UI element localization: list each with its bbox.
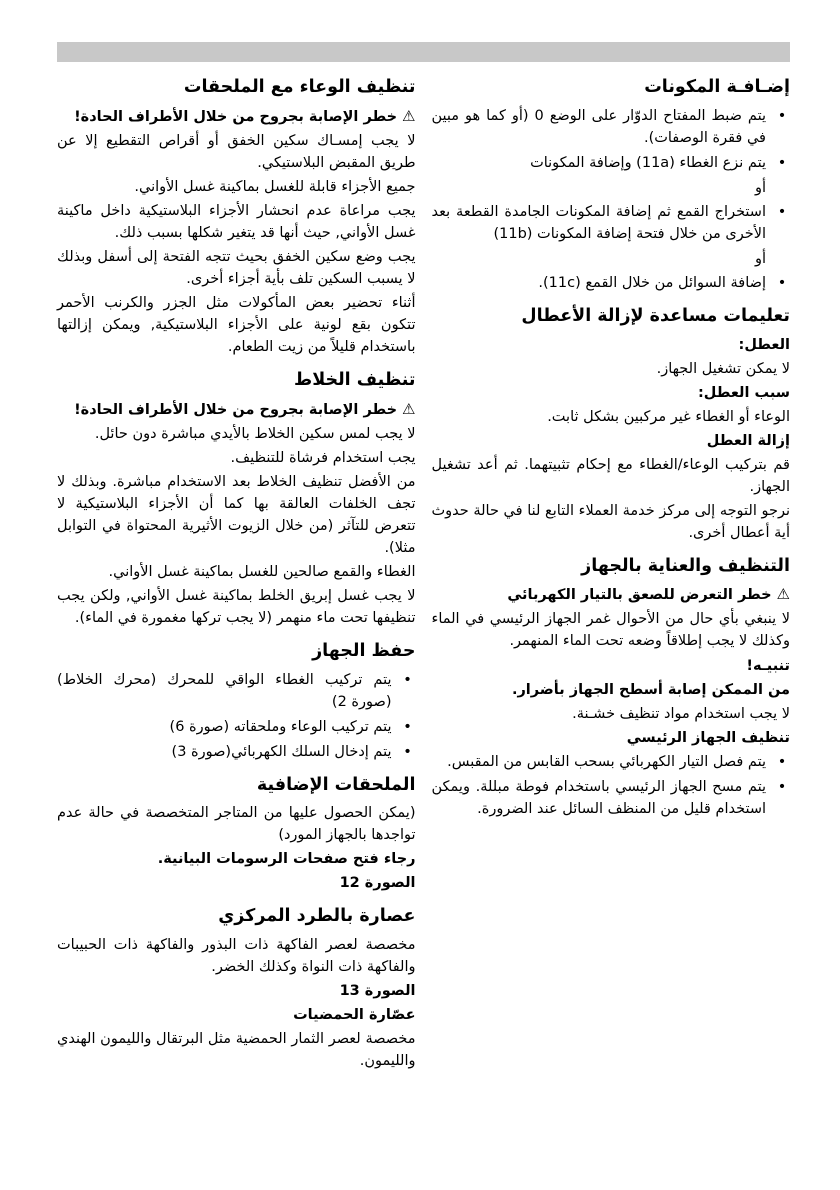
bullet-text: يتم إدخال السلك الكهربائي(صورة 3) [171, 743, 392, 760]
bold-line: الصورة 12 [339, 875, 416, 892]
bullet-text: يتم مسح الجهاز الرئيسي باستخدام فوطة مبللة. ويمكن استخدام قليل من المنظف السائل عند الضرورة. [431, 778, 766, 817]
bullet-item [57, 669, 416, 713]
bullet-icon: • [403, 743, 412, 760]
paragraph: قم بتركيب الوعاء/الغطاء مع إحكام تثبيتهما. ثم أعد تشغيل الجهاز. [431, 456, 790, 495]
paragraph: نرجو التوجه إلى مركز خدمة العملاء التابع لنا في حالة حدوث أية أعطال أخرى. [431, 502, 790, 541]
paragraph: لا ينبغي بأي حال من الأحوال غمر الجهاز الرئيسي في الماء وكذلك لا يجب إطلاقاً وضعه تحت الماء المنهمر. [431, 611, 790, 650]
bold-line: من الممكن إصابة أسطح الجهاز بأضرار. [511, 681, 790, 698]
bold-line: رجاء فتح صفحات الرسومات البيانية. [157, 851, 416, 868]
bullet-text: يتم تركيب الغطاء الواقي للمحرك (محرك الخلاط) (صورة 2) [57, 671, 392, 710]
paragraph: يجب مراعاة عدم انحشار الأجزاء البلاستيكية داخل ماكينة غسل الأواني, حيث أنها قد يتغير شكلها بسبب ذلك. [57, 202, 416, 241]
paragraph: أثناء تحضير بعض المأكولات مثل الجزر والكرنب الأحمر تتكون بقع لونية على الأجزاء البلاستيكية, ويمكن إزالتها باستخدام قليلاً من زيت الطعام. [57, 294, 416, 355]
warning-triangle-icon: ⚠ [402, 399, 416, 418]
bullet-icon: • [777, 203, 787, 220]
paragraph: لا يجب لمس سكين الخلاط بالأيدي مباشرة دون حائل. [94, 425, 416, 442]
or-connector: أو [754, 250, 766, 267]
bullet-text: يتم نزع الغطاء (11a) وإضافة المكونات [530, 154, 766, 171]
paragraph: يجب وضع سكين الخفق بحيث تتجه الفتحة إلى أسفل وبذلك لا يسبب السكين تلف بأية أجزاء أخرى. [57, 248, 416, 287]
section-heading: الملحقات الإضافية [256, 774, 416, 795]
bullet-item [432, 201, 791, 245]
bullet-item [57, 741, 416, 763]
bold-line: إزالة العطل [706, 432, 790, 449]
bold-line: عصّارة الحمضيات [293, 1007, 416, 1024]
bullet-text: يتم تركيب الوعاء وملحقاته (صورة 6) [169, 718, 392, 735]
warning-title [432, 583, 791, 606]
bullet-icon: • [403, 718, 412, 735]
section-heading: عصارة بالطرد المركزي [218, 906, 416, 927]
bullet-item [432, 105, 791, 149]
paragraph: جميع الأجزاء قابلة للغسل بماكينة غسل الأواني. [134, 178, 416, 195]
warning-text: خطر الإصابة بجروح من خلال الأطراف الحادة! [74, 401, 398, 418]
section-heading: حفظ الجهاز [312, 640, 416, 661]
bullet-item [432, 776, 791, 820]
section-heading: إضـافـة المكونات [644, 77, 790, 97]
bold-line: الصورة 13 [339, 983, 416, 1000]
paragraph: الغطاء والقمع صالحين للغسل بماكينة غسل الأواني. [108, 563, 416, 580]
warning-text: خطر الإصابة بجروح من خلال الأطراف الحادة! [74, 108, 398, 125]
bullet-icon: • [777, 107, 787, 124]
bullet-icon: • [777, 274, 787, 291]
header-bar [57, 42, 790, 62]
warning-text: خطر التعرض للصعق بالتيار الكهربائي [507, 587, 772, 604]
section-heading: تنظيف الوعاء مع الملحقات [183, 77, 416, 97]
warning-triangle-icon: ⚠ [776, 585, 790, 604]
section-heading: التنظيف والعناية بالجهاز [581, 555, 790, 576]
bullet-icon: • [777, 154, 787, 171]
paragraph: مخصصة لعصر الثمار الحمضية مثل البرتقال والليمون الهندي والليمون. [57, 1031, 416, 1070]
bullet-item [432, 152, 791, 174]
paragraph: مخصصة لعصر الفاكهة ذات البذور والفاكهة ذات الحبيبات والفاكهة ذات النواة وكذلك الخضر. [57, 937, 416, 976]
paragraph: لا يجب استخدام مواد تنظيف خشـنة. [572, 705, 790, 722]
bullet-text: يتم فصل التيار الكهربائي بسحب القابس من المقبس. [447, 753, 766, 770]
paragraph: من الأفضل تنظيف الخلاط بعد الاستخدام مباشرة. وبذلك لا تجف الخلفات العالقة بها كما أن الأجزاء البلاستيكية لا تتعرض للتآثر (من خلال الزيوت الأثيرية المحتواة في التوابل مثلا). [57, 473, 416, 556]
column-right [432, 76, 791, 823]
bullet-item [432, 272, 791, 294]
warning-triangle-icon: ⚠ [402, 106, 416, 125]
paragraph: لا يجب إمسـاك سكين الخفق أو أقراص التقطيع إلا عن طريق المقبض البلاستيكي. [57, 132, 416, 171]
warning-title [57, 105, 416, 128]
columns-container [57, 76, 790, 1074]
paragraph: يجب استخدام فرشاة للتنظيف. [230, 449, 416, 466]
paragraph: (يمكن الحصول عليها من المتاجر المتخصصة في حالة عدم تواجدها بالجهاز المورد) [57, 805, 416, 844]
bullet-text: إضافة السوائل من خلال القمع (11c). [538, 274, 766, 291]
bold-line: تنظيف الجهاز الرئيسي [626, 729, 790, 746]
paragraph: لا يمكن تشغيل الجهاز. [656, 360, 790, 377]
bullet-icon: • [777, 753, 787, 770]
section-heading: تنظيف الخلاط [294, 369, 416, 390]
warning-title [57, 398, 416, 421]
bullet-item [432, 751, 791, 773]
bold-line: العطل: [738, 336, 790, 353]
bullet-text: يتم ضبط المفتاح الدوّار على الوضع 0 (أو كما هو مبين في فقرة الوصفات). [431, 107, 766, 146]
bullet-icon: • [403, 671, 412, 688]
paragraph: لا يجب غسل إبريق الخلط بماكينة غسل الأواني, ولكن يجب تنظيفها تحت ماء منهمر (لا يجب تركها مغمورة في الماء). [57, 587, 416, 626]
bullet-icon: • [777, 778, 787, 795]
bullet-item [57, 716, 416, 738]
bullet-text: استخراج القمع ثم إضافة المكونات الجامدة القطعة بعد الأخرى من خلال فتحة إضافة المكونات (11b) [431, 203, 766, 242]
or-connector: أو [754, 179, 766, 196]
paragraph: الوعاء أو الغطاء غير مركبين بشكل ثابت. [547, 408, 790, 425]
column-left [57, 76, 416, 1074]
bold-line: سبب العطل: [697, 384, 790, 401]
section-heading: تعليمات مساعدة لإزالة الأعطال [521, 305, 790, 326]
bold-line: تنبيـه! [746, 657, 790, 674]
